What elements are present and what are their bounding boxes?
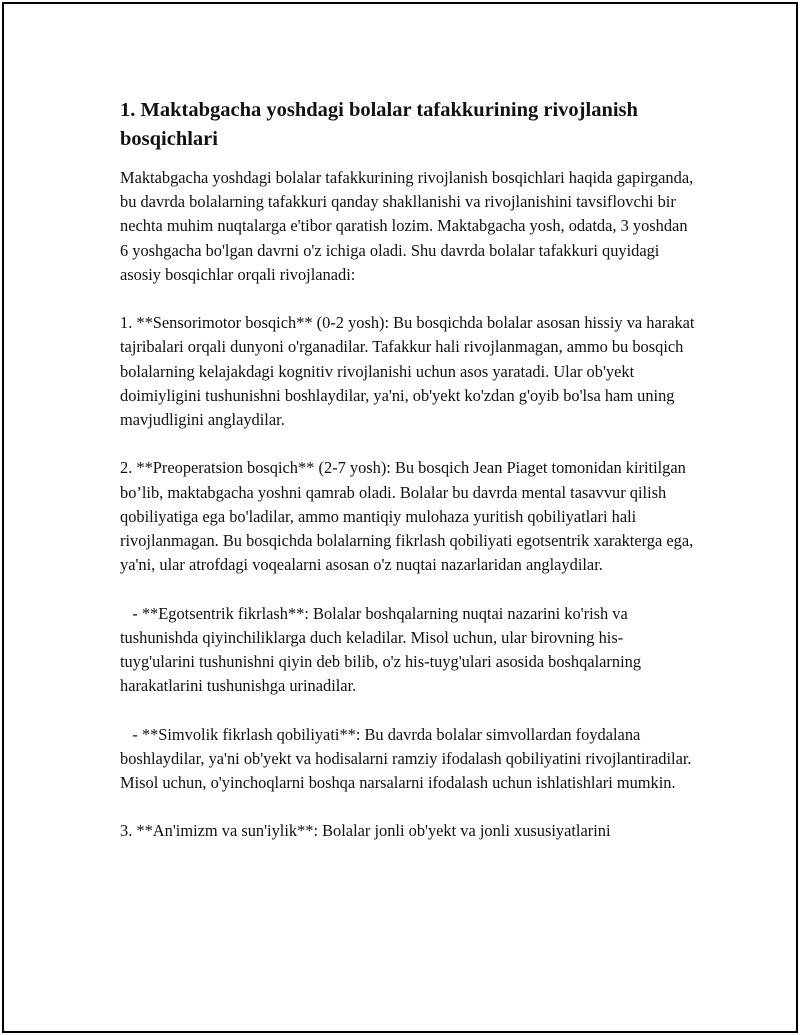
document-body xyxy=(120,96,699,844)
egocentric-subpoint: - **Egotsentrik fikrlash**: Bolalar boshqalarning nuqtai nazarini ko'rish va tushunishda qiyinchiliklarga duch keladilar. Misol uchun, ular birovning his-tuyg'ularini tushunishni qiyin deb bilib, o'z his-tuyg'ulari asosida boshqalarning harakatlarini tushunishga urinadilar. xyxy=(120,603,646,696)
paragraph-gap xyxy=(120,698,695,722)
symbolic-subpoint: - **Simvolik fikrlash qobiliyati**: Bu davrda bolalar simvollardan foydalana boshlaydilar, ya'ni ob'yekt va hodisalarni ramziy ifodalash qobiliyatini rivojlantiradilar. Misol uchun, o'yinchoqlarni boshqa narsalarni ifodalash uchun ishlatishlari mumkin. xyxy=(120,724,696,793)
stage-1-paragraph: 1. **Sensorimotor bosqich** (0-2 yosh): Bu bosqichda bolalar asosan hissiy va harakat tajribalari orqali dunyoni o'rganadilar. Tafakkur hali rivojlanmagan, ammo bu bosqich bolalarning kelajakdagi kognitiv rivojlanishi uchun asos yaratadi. Ular ob'yekt doimiyligini tushunishni boshlaydilar, ya'ni, ob'yekt ko'zdan g'oyib bo'lsa ham uning mavjudligini anglaydilar. xyxy=(120,313,699,430)
paragraph-gap xyxy=(120,795,695,819)
paragraph-gap xyxy=(120,577,695,601)
paragraph-gap xyxy=(120,287,695,311)
document-page xyxy=(2,2,798,1033)
section-heading: 1. Maktabgacha yoshdagi bolalar tafakkurining rivojlanish bosqichlari xyxy=(120,99,638,150)
intro-paragraph: Maktabgacha yoshdagi bolalar tafakkurining rivojlanish bosqichlari haqida gapirganda, bu davrda bolalarning tafakkuri qanday shakllanishi va rivojlanishini tavsiflovchi bir nechta muhim nuqtalarga e'tibor qaratish lozim. Maktabgacha yosh, odatda, 3 yoshdan 6 yoshgacha bo'lgan davrni o'z ichiga oladi. Shu davrda bolalar tafakkuri quyidagi asosiy bosqichlar orqali rivojlanadi: xyxy=(120,168,698,284)
paragraph-gap xyxy=(120,432,695,456)
stage-3-paragraph: 3. **An'imizm va sun'iylik**: Bolalar jonli ob'yekt va jonli xususiyatlarini xyxy=(120,821,611,841)
stage-2-paragraph: 2. **Preoperatsion bosqich** (2-7 yosh): Bu bosqich Jean Piaget tomonidan kiritilgan bo’lib, maktabgacha yoshni qamrab oladi. Bolalar bu davrda mental tasavvur qilish qobiliyatiga ega bo'ladilar, ammo mantiqiy mulohaza yuritish qobiliyatlari hali rivojlanmagan. Bu bosqichda bolalarning fikrlash qobiliyati egotsentrik xarakterga ega, ya'ni, ular atrofdagi voqealarni asosan o'z nuqtai nazarlaridan anglaydilar. xyxy=(120,458,698,575)
